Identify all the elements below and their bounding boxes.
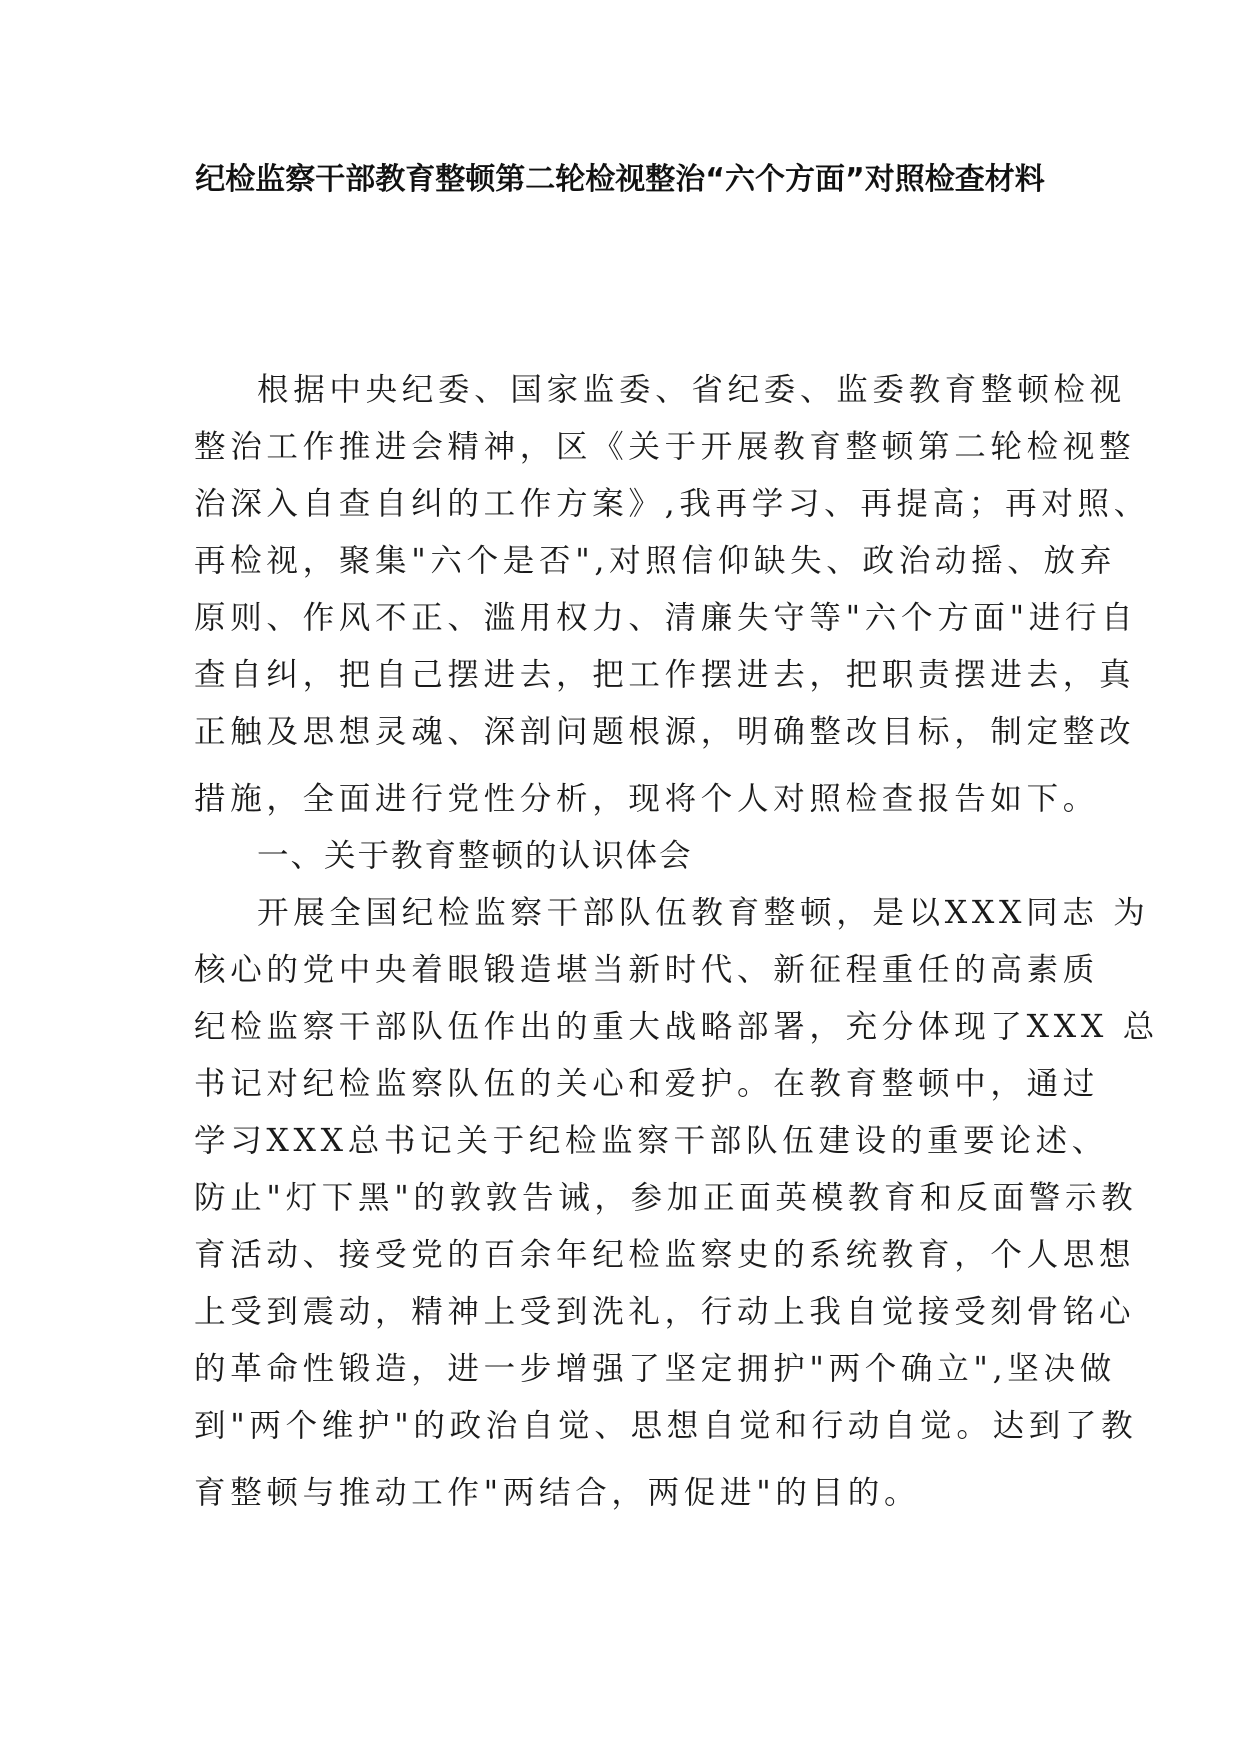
paragraph-understanding [194,885,1159,1522]
paragraph-line: 查自纠，把自己摆进去，把工作摆进去，把职责摆进去，真 [194,657,1136,693]
paragraph-line: 治深入自查自纠的工作方案》,我再学习、再提高；再对照、 [194,486,1150,522]
paragraph-intro [194,362,1150,828]
paragraph-line: 书记对纪检监察队伍的关心和爱护。在教育整顿中，通过 [194,1066,1100,1102]
paragraph-line: 原则、作风不正、滥用权力、清廉失守等"六个方面"进行自 [194,600,1138,636]
paragraph-line: 到"两个维护"的政治自觉、思想自觉和行动自觉。达到了教 [194,1408,1138,1444]
paragraph-line: 核心的党中央着眼锻造堪当新时代、新征程重任的高素质 [194,952,1100,988]
document-title: 纪检监察干部教育整顿第二轮检视整治“六个方面”对照检查材料 [195,162,1045,197]
paragraph-line: 开展全国纪检监察干部队伍教育整顿，是以XXX同志 为 [257,895,1150,931]
paragraph-line: 再检视，聚集"六个是否",对照信仰缺失、政治动摇、放弃 [194,543,1116,579]
paragraph-line: 正触及思想灵魂、深剖问题根源，明确整改目标，制定整改 [194,714,1136,750]
paragraph-line: 上受到震动，精神上受到洗礼，行动上我自觉接受刻骨铭心 [194,1294,1136,1330]
paragraph-line: 育整顿与推动工作"两结合，两促进"的目的。 [194,1475,921,1511]
paragraph-line: 学习XXX总书记关于纪检监察干部队伍建设的重要论述、 [194,1123,1108,1159]
section-heading: 一、关于教育整顿的认识体会 [257,838,693,874]
paragraph-line: 根据中央纪委、国家监委、省纪委、监委教育整顿检视 [257,372,1126,408]
paragraph-line: 育活动、接受党的百余年纪检监察史的系统教育，个人思想 [194,1237,1136,1273]
paragraph-line: 的革命性锻造，进一步增强了坚定拥护"两个确立",坚决做 [194,1351,1116,1387]
paragraph-line: 纪检监察干部队伍作出的重大战略部署，充分体现了XXX 总 [194,1009,1159,1045]
paragraph-line: 措施，全面进行党性分析，现将个人对照检查报告如下。 [194,781,1100,817]
paragraph-line: 防止"灯下黑"的敦敦告诫，参加正面英模教育和反面警示教 [194,1180,1138,1216]
paragraph-line: 整治工作推进会精神，区《关于开展教育整顿第二轮检视整 [194,429,1136,465]
document-body [194,362,1159,1522]
